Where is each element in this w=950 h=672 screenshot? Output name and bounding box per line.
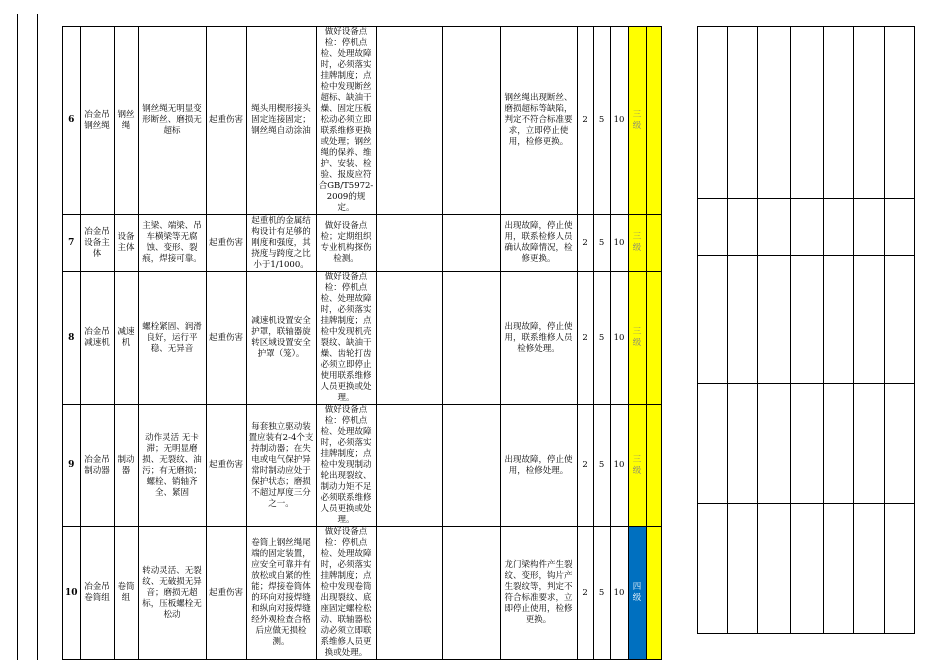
check-object: 冶金吊设备主体 [80, 215, 114, 272]
risk-level-badge: 三级 [628, 27, 646, 215]
signoff-cell [758, 504, 791, 634]
management-measure: 做好设备点检：停机点检、处理故障时，必须落实挂牌制度；点检中发现机壳裂纹、缺油干燥、齿轮打齿必须立即停止使用联系维修人员更换或处理。 [316, 272, 376, 405]
consequence: 起重伤害 [206, 215, 246, 272]
engineering-measure: 起重机的金属结构设计有足够的刚度和强度，其挠度与跨度之比小于1/1000。 [246, 215, 316, 272]
emergency-measure: 钢丝绳出现断丝、磨损超标等缺陷，判定不符合标准要求，立即停止使用，检修更换。 [500, 27, 577, 215]
likelihood-value: 2 [577, 27, 593, 215]
likelihood-value: 2 [577, 272, 593, 405]
signoff-cell [885, 256, 915, 384]
signoff-cell [854, 27, 885, 199]
signoff-cell [728, 384, 758, 504]
likelihood-value: 2 [577, 405, 593, 527]
signoff-row [698, 504, 915, 634]
signoff-cell [885, 384, 915, 504]
protection-measure [442, 215, 500, 272]
protection-measure [442, 405, 500, 527]
signoff-row [698, 256, 915, 384]
signoff-cell [791, 199, 824, 256]
check-standard: 螺栓紧固、润滑良好，运行平稳、无异音 [138, 272, 206, 405]
signoff-cell [824, 256, 854, 384]
signoff-cell [698, 256, 728, 384]
risk-level-badge: 三级 [628, 215, 646, 272]
check-part: 减速机 [114, 272, 138, 405]
engineering-measure: 卷筒上钢丝绳尾端的固定装置，应安全可靠并有放松或自紧的性能；焊接卷筒体的环向对接焊缝和纵向对接焊缝经外观检查合格后应做无损检测。 [246, 527, 316, 660]
risk-value: 10 [610, 215, 628, 272]
risk-value: 10 [610, 272, 628, 405]
check-object: 冶金吊卷筒组 [80, 527, 114, 660]
signoff-cell [698, 504, 728, 634]
management-measure: 做好设备点检：停机点检、处理故障时，必须落实挂牌制度；点检中发现卷筒出现裂纹、底座固定螺栓松动、联轴器松动必须立即联系维修人员更换或处理。 [316, 527, 376, 660]
level-color-bar [646, 215, 661, 272]
signoff-cell [758, 384, 791, 504]
training-measure [376, 215, 442, 272]
signoff-row [698, 384, 915, 504]
table-row [63, 27, 662, 215]
check-part: 钢丝绳 [114, 27, 138, 215]
likelihood-value: 2 [577, 215, 593, 272]
engineering-measure: 每套独立驱动装置应装有2-4个支持制动器；在失电或电气保护异常时制动应处于保护状态；磨损不超过厚度三分之一。 [246, 405, 316, 527]
consequence: 起重伤害 [206, 405, 246, 527]
signoff-cell [824, 199, 854, 256]
signoff-cell [824, 27, 854, 199]
signoff-cell [758, 256, 791, 384]
signoff-cell [885, 199, 915, 256]
signoff-cell [854, 199, 885, 256]
check-standard: 主梁、端梁、吊车横梁等无腐蚀、变形、裂痕，焊接可靠。 [138, 215, 206, 272]
level-color-bar [646, 272, 661, 405]
risk-level-badge: 三级 [628, 405, 646, 527]
sheet-left-border-1 [17, 14, 18, 660]
emergency-measure: 龙门梁构件产生裂纹、变形，钩片产生裂纹等，判定不符合标准要求，立即停止使用，检修更换。 [500, 527, 577, 660]
emergency-measure: 出现故障，停止使用，联系检修人员确认故障情况，检修更换。 [500, 215, 577, 272]
check-part: 制动器 [114, 405, 138, 527]
training-measure [376, 527, 442, 660]
signoff-cell [758, 199, 791, 256]
management-measure: 做好设备点检；定期组织专业机构探伤检测。 [316, 215, 376, 272]
consequence: 起重伤害 [206, 27, 246, 215]
consequence: 起重伤害 [206, 272, 246, 405]
severity-value: 5 [593, 27, 610, 215]
check-object: 冶金吊制动器 [80, 405, 114, 527]
check-standard: 钢丝绳无明显变形断丝、磨损无超标 [138, 27, 206, 215]
emergency-measure: 出现故障，停止使用，检修处理。 [500, 405, 577, 527]
signoff-row [698, 199, 915, 256]
signoff-cell [728, 256, 758, 384]
risk-value: 10 [610, 527, 628, 660]
signoff-cell [728, 504, 758, 634]
check-part: 卷筒组 [114, 527, 138, 660]
check-part: 设备主体 [114, 215, 138, 272]
training-measure [376, 405, 442, 527]
table-row [63, 215, 662, 272]
engineering-measure: 减速机设置安全护罩，联轴器旋转区域设置安全护罩（笼）。 [246, 272, 316, 405]
signoff-cell [791, 27, 824, 199]
severity-value: 5 [593, 272, 610, 405]
level-color-bar [646, 527, 661, 660]
check-standard: 动作灵活 无卡滞；无明显磨损、无裂纹、油污；有无磨损；螺栓、销轴齐全、紧固 [138, 405, 206, 527]
signoff-cell [728, 27, 758, 199]
signoff-cell [824, 384, 854, 504]
likelihood-value: 2 [577, 527, 593, 660]
signoff-cell [698, 27, 728, 199]
table-row [63, 527, 662, 660]
check-standard: 转动灵活、无裂纹、无破损无异音；磨损无超标，压板螺栓无松动 [138, 527, 206, 660]
risk-level-badge: 四级 [628, 527, 646, 660]
row-number: 6 [63, 27, 81, 215]
risk-value: 10 [610, 27, 628, 215]
protection-measure [442, 527, 500, 660]
check-object: 冶金吊减速机 [80, 272, 114, 405]
signoff-cell [824, 504, 854, 634]
check-object: 冶金吊钢丝绳 [80, 27, 114, 215]
signoff-cell [885, 27, 915, 199]
signoff-cell [698, 384, 728, 504]
signoff-cell [728, 199, 758, 256]
engineering-measure: 绳头用楔形接头固定连接固定；钢丝绳自动涂油 [246, 27, 316, 215]
emergency-measure: 出现故障，停止使用，联系维修人员检修处理。 [500, 272, 577, 405]
row-number: 10 [63, 527, 81, 660]
management-measure: 做好设备点检：停机点检、处理故障时，必须落实挂牌制度；点检中发现断丝超标、缺油干燥、固定压板松动必须立即联系维修更换或处理；钢丝绳的保养、维护、安装、检验、报废应符合GB/T5972-2009的规定。 [316, 27, 376, 215]
signoff-cell [791, 384, 824, 504]
risk-value: 10 [610, 405, 628, 527]
signoff-cell [758, 27, 791, 199]
protection-measure [442, 27, 500, 215]
signoff-cell [854, 504, 885, 634]
signoff-cell [791, 504, 824, 634]
severity-value: 5 [593, 215, 610, 272]
signoff-cell [791, 256, 824, 384]
row-number: 7 [63, 215, 81, 272]
signoff-table [697, 26, 915, 634]
table-row [63, 272, 662, 405]
signoff-cell [854, 256, 885, 384]
sheet-left-border-2 [37, 14, 38, 660]
training-measure [376, 272, 442, 405]
signoff-cell [885, 504, 915, 634]
management-measure: 做好设备点检：停机点检、处理故障时，必须落实挂牌制度；点检中发现制动轮出现裂纹、制动力矩不足必须联系维修人员更换或处理。 [316, 405, 376, 527]
severity-value: 5 [593, 527, 610, 660]
signoff-row [698, 27, 915, 199]
level-color-bar [646, 27, 661, 215]
signoff-cell [854, 384, 885, 504]
training-measure [376, 27, 442, 215]
table-row [63, 405, 662, 527]
protection-measure [442, 272, 500, 405]
signoff-cell [698, 199, 728, 256]
risk-assessment-table [62, 26, 662, 660]
row-number: 8 [63, 272, 81, 405]
row-number: 9 [63, 405, 81, 527]
consequence: 起重伤害 [206, 527, 246, 660]
risk-level-badge: 三级 [628, 272, 646, 405]
severity-value: 5 [593, 405, 610, 527]
level-color-bar [646, 405, 661, 527]
